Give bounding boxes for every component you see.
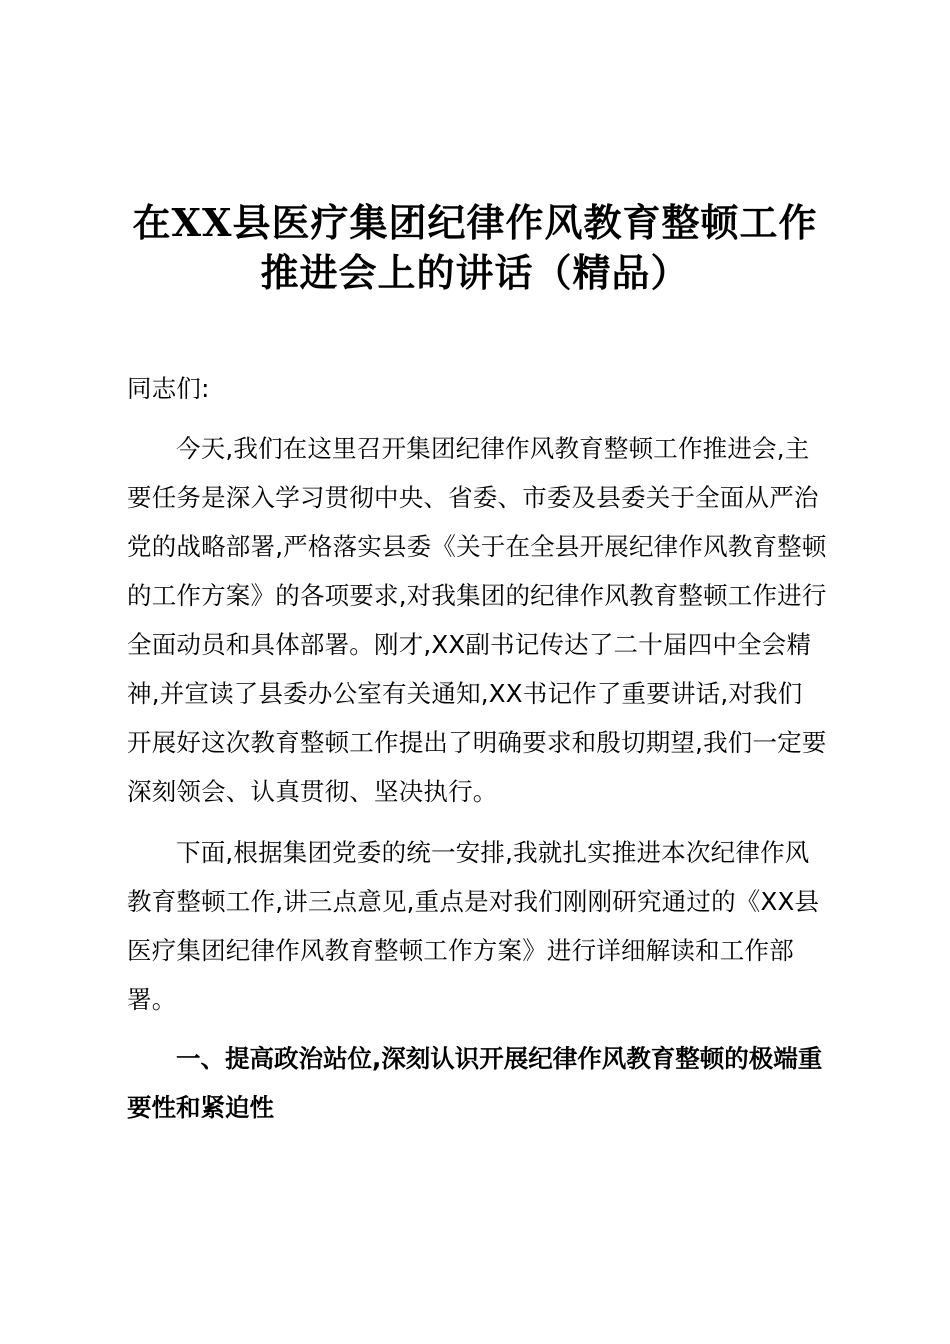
section-heading-1: 一、提高政治站位,深刻认识开展纪律作风教育整顿的极端重要性和紧迫性: [127, 1044, 823, 1122]
paragraph-1: 今天,我们在这里召开集团纪律作风教育整顿工作推进会,主要任务是深入学习贯彻中央、省委、市委及县委关于全面从严治党的战略部署,严格落实县委《关于在全县开展纪律作风教育整顿的工作方案》的各项要求,对我集团的纪律作风教育整顿工作进行全面动员和具体部署。刚才,XX副书记传达了二十届四中全会精神,并宣读了县委办公室有关通知,XX书记作了重要讲话,对我们开展好这次教育整顿工作提出了明确要求和殷切期望,我们一定要深刻领会、认真贯彻、坚决执行。: [127, 434, 827, 806]
document-title-line-1: 在XX县医疗集团纪律作风教育整顿工作: [132, 200, 818, 245]
document-title-line-2: 推进会上的讲话（精品）: [260, 250, 690, 295]
salutation: 同志们:: [127, 374, 210, 403]
paragraph-2: 下面,根据集团党委的统一安排,我就扎实推进本次纪律作风教育整顿工作,讲三点意见,重点是对我们刚刚研究通过的《XX县医疗集团纪律作风教育整顿工作方案》进行详细解读和工作部署。: [127, 838, 820, 1014]
